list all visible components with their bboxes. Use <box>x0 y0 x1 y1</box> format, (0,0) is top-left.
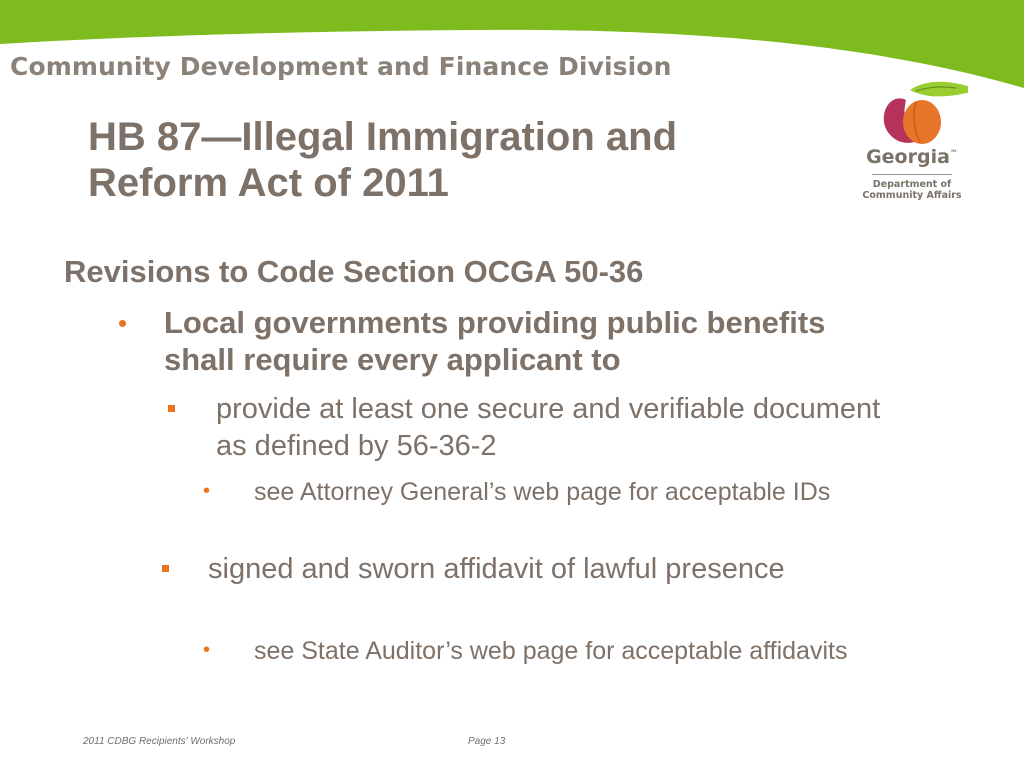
bullet-secure-document: provide at least one secure and verifiable document as defined by 56-36-2 <box>216 393 881 462</box>
bullet-local-governments: Local governments providing public benefits shall require every applicant to <box>164 305 826 377</box>
division-name: Community Development and Finance Division <box>10 52 672 81</box>
logo-wordmark: Georgia™ <box>866 146 958 168</box>
bullet-state-auditor-note: see State Auditor’s web page for acceptable affidavits <box>254 637 848 665</box>
section-heading: Revisions to Code Section OCGA 50-36 <box>64 254 644 289</box>
slide-title: HB 87—Illegal Immigration and Reform Act of 2011 <box>88 115 678 205</box>
footer-workshop: 2011 CDBG Recipients' Workshop <box>83 736 236 747</box>
georgia-dca-logo <box>856 80 968 205</box>
logo-line-2: Community Affairs <box>862 190 962 201</box>
bullet-affidavit: signed and sworn affidavit of lawful presence <box>208 553 785 585</box>
bullet-dot-icon: • <box>203 480 211 502</box>
bullet-square-icon <box>168 405 175 412</box>
bullet-square-icon <box>162 565 169 572</box>
logo-divider <box>872 174 952 175</box>
bullet-dot-icon: • <box>203 639 211 661</box>
logo-department <box>856 179 968 201</box>
georgia-peach-icon <box>856 80 968 148</box>
logo-line-1: Department of <box>872 179 952 190</box>
bullet-dot-icon: • <box>118 308 128 338</box>
footer-page-number: Page 13 <box>468 736 506 747</box>
bullet-attorney-general-note: see Attorney General’s web page for acceptable IDs <box>254 478 831 506</box>
